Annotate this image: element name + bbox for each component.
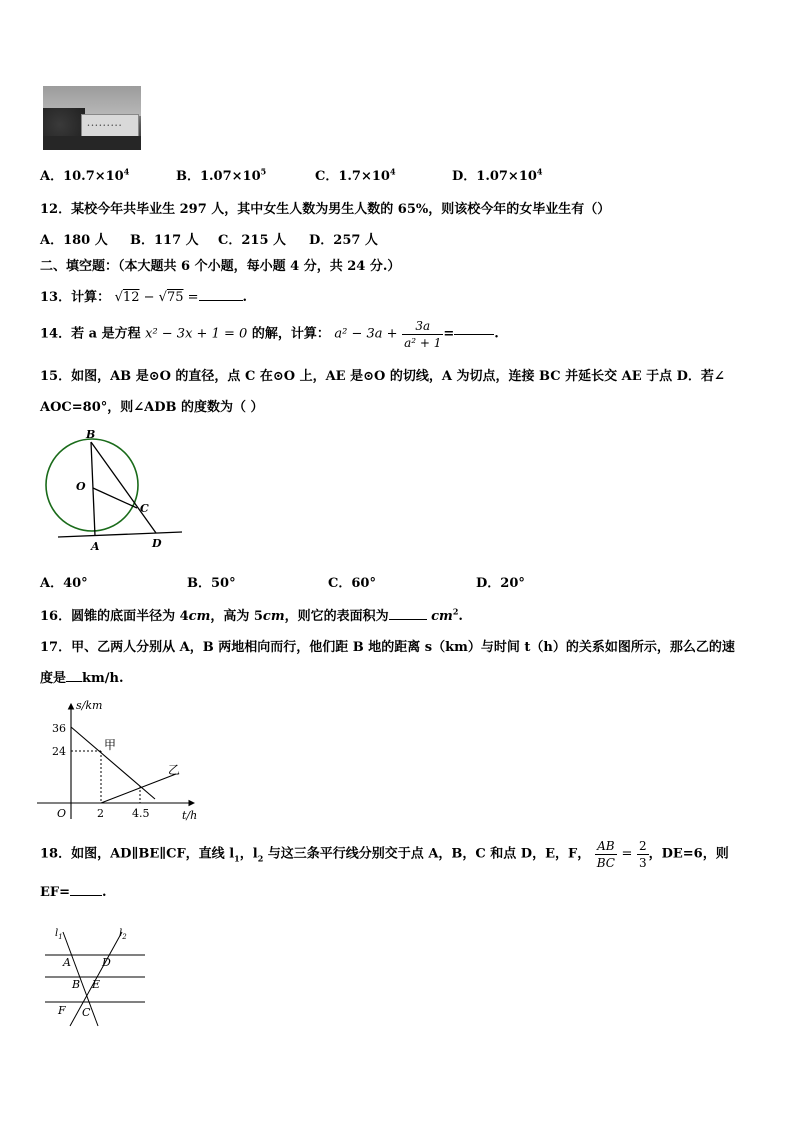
q18-line1: 18．如图，AD∥BE∥CF，直线 $l_1$，$l_2$ 与这三条平行线分别交于点 A，B，C 和点 D，E，F， $\frac{AB}{BC}$ = $\frac{2}{3}$ ，DE=6，则 [40,839,729,870]
y-tick-24: 24 [52,745,66,758]
q15-line1: 15．如图，AB 是⊙O 的直径，点 C 在⊙O 上，AE 是⊙O 的切线，A 为切点，连接 BC 并延长交 AE 于点 D．若∠ [40,369,725,384]
q16: 16．圆锥的底面半径为 4cm，高为 5cm，则它的表面积为 $cm^2$. [40,606,463,624]
label-d: D [152,537,162,550]
q15-option-c: C．60° [328,576,376,591]
label-c: C [140,502,149,515]
label-d: D [102,956,111,969]
label-jia: 甲 [104,738,117,752]
q12-option-a: A．180 人 [40,233,108,248]
q12-option-b: B．117 人 [130,233,199,248]
label-l2: $l_2$ [119,928,127,941]
q14: 14．若 a 是方程 x² − 3x + 1 = 0 的解，计算： a² − 3a + $\frac{3a}{\text{a² + 1}}$ = . [40,319,499,350]
q18-line2: EF= . [40,885,107,900]
q15-circle-figure [40,420,190,555]
q11-option-b: B．$1.07\times 10^5$ [176,166,267,184]
q17-line2: 度是 km/h. [40,671,124,686]
x-tick-2: 2 [97,807,104,820]
label-l1: $l_1$ [55,928,63,941]
monument-photo-icon: ••••••••• [43,86,141,150]
section-heading: 二、填空题：（本大题共 6 个小题，每小题 4 分，共 24 分.） [40,259,401,274]
q11-option-c: C．$1.7\times 10^4$ [315,166,396,184]
q11-option-d: D．$1.07\times 10^4$ [452,166,543,184]
q17-line1: 17．甲、乙两人分别从 A，B 两地相向而行，他们距 B 地的距离 s（km）与时间 t（h）的关系如图所示，那么乙的速 [40,640,735,655]
label-b: B [72,978,81,991]
label-e: E [92,978,101,991]
label-yi: 乙 [168,763,181,777]
line-yi [101,774,176,803]
y-axis-label: s/km [76,699,103,712]
label-c: C [82,1006,91,1019]
q18-parallel-figure [40,922,152,1030]
label-a: A [91,540,100,553]
origin-label: O [57,807,67,820]
q12-text: 12．某校今年共毕业生 297 人，其中女生人数为男生人数的 65%，则该校今年的女毕业生有（） [40,202,611,217]
x-tick-45: 4.5 [132,807,150,820]
x-axis-label: t/h [182,809,198,822]
q13: 13．计算： √12 − √75 = . [40,290,248,305]
q15-line2: AOC=80°，则∠ADB 的度数为（ ） [40,400,264,415]
q15-option-b: B．50° [187,576,236,591]
q15-option-d: D．20° [476,576,525,591]
label-a: A [63,956,71,969]
label-o: O [76,480,86,493]
q15-option-a: A．40° [40,576,88,591]
q12-option-c: C．215 人 [218,233,287,248]
q12-option-d: D．257 人 [309,233,378,248]
y-tick-36: 36 [52,722,66,735]
label-f: F [58,1004,66,1017]
label-b: B [86,428,96,441]
tangent-line [58,532,182,537]
q17-graph [36,697,211,825]
q11-option-a: A．$10.7\times 10^4$ [40,166,130,184]
